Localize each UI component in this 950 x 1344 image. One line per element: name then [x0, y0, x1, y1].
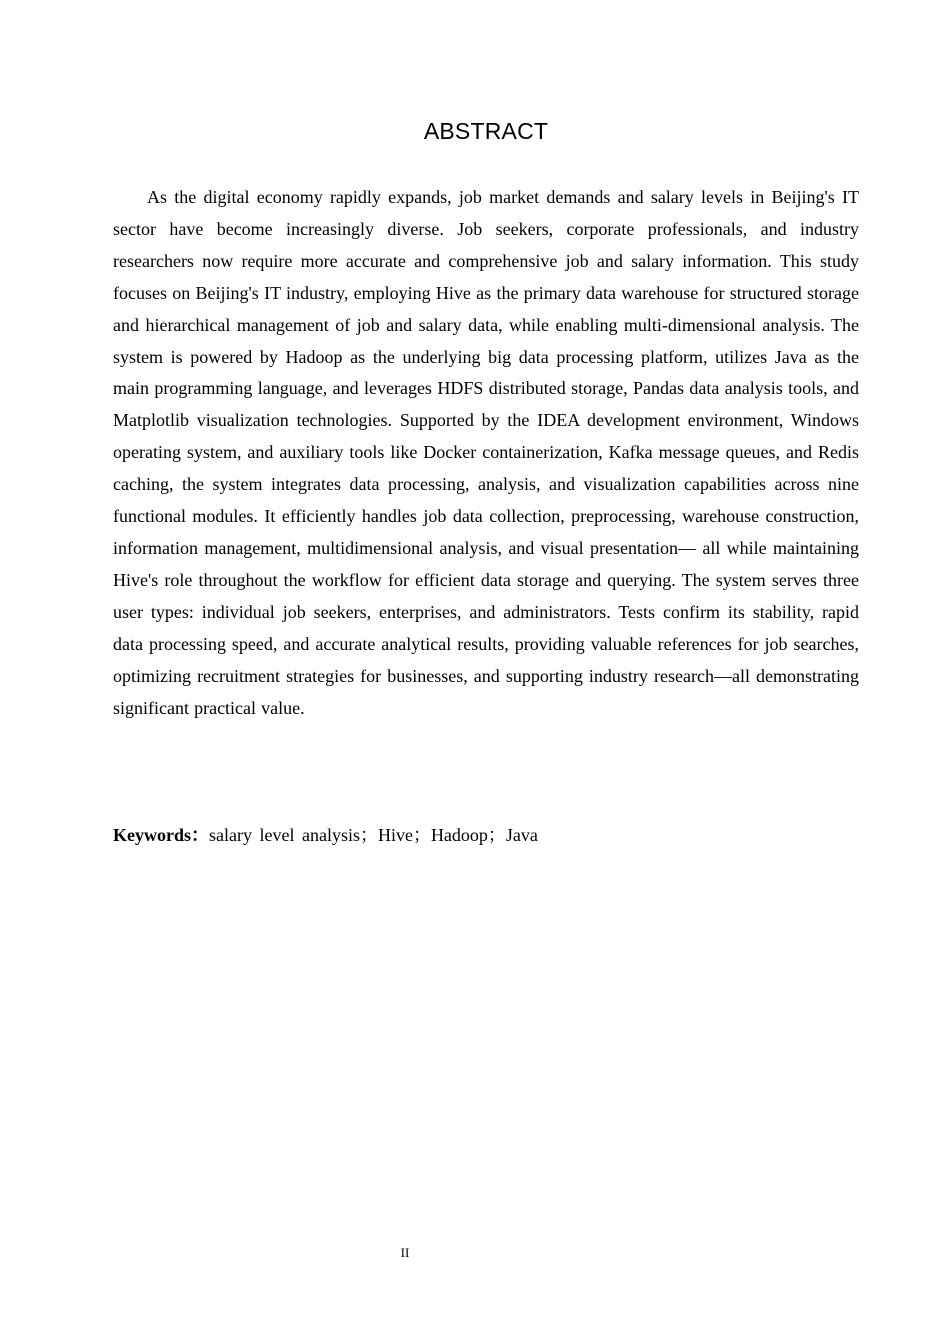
page-number: II: [400, 1245, 410, 1260]
abstract-title: ABSTRACT: [423, 118, 549, 144]
keywords-value: salary level analysis；Hive；Hadoop；Java: [209, 825, 538, 845]
abstract-body: As the digital economy rapidly expands, job market demands and salary levels in Beijing's IT sector have become increasingly diverse. Job seekers, corporate professionals, and industry researchers now require more accurate and comprehensive job and salary information. This study focuses on Beijing's IT industry, employing Hive as the primary data warehouse for structured storage and hierarchical management of job and salary data, while enabling multi-dimensional analysis. The system is powered by Hadoop as the underlying big data processing platform, utilizes Java as the main programming language, and leverages HDFS distributed storage, Pandas data analysis tools, and Matplotlib visualization technologies. Supported by the IDEA development environment, Windows operating system, and auxiliary tools like Docker containerization, Kafka message queues, and Redis caching, the system integrates data processing, analysis, and visualization capabilities across nine functional modules. It efficiently handles job data collection, preprocessing, warehouse construction, information management, multidimensional analysis, and visual presentation— all while maintaining Hive's role throughout the workflow for efficient data storage and querying. The system serves three user types: individual job seekers, enterprises, and administrators. Tests confirm its stability, rapid data processing speed, and accurate analytical results, providing valuable references for job searches, optimizing recruitment strategies for businesses, and supporting industry research—all demonstrating significant practical value.: [113, 187, 859, 718]
keywords-line: [113, 820, 859, 850]
keywords-label: Keywords：: [113, 825, 209, 845]
